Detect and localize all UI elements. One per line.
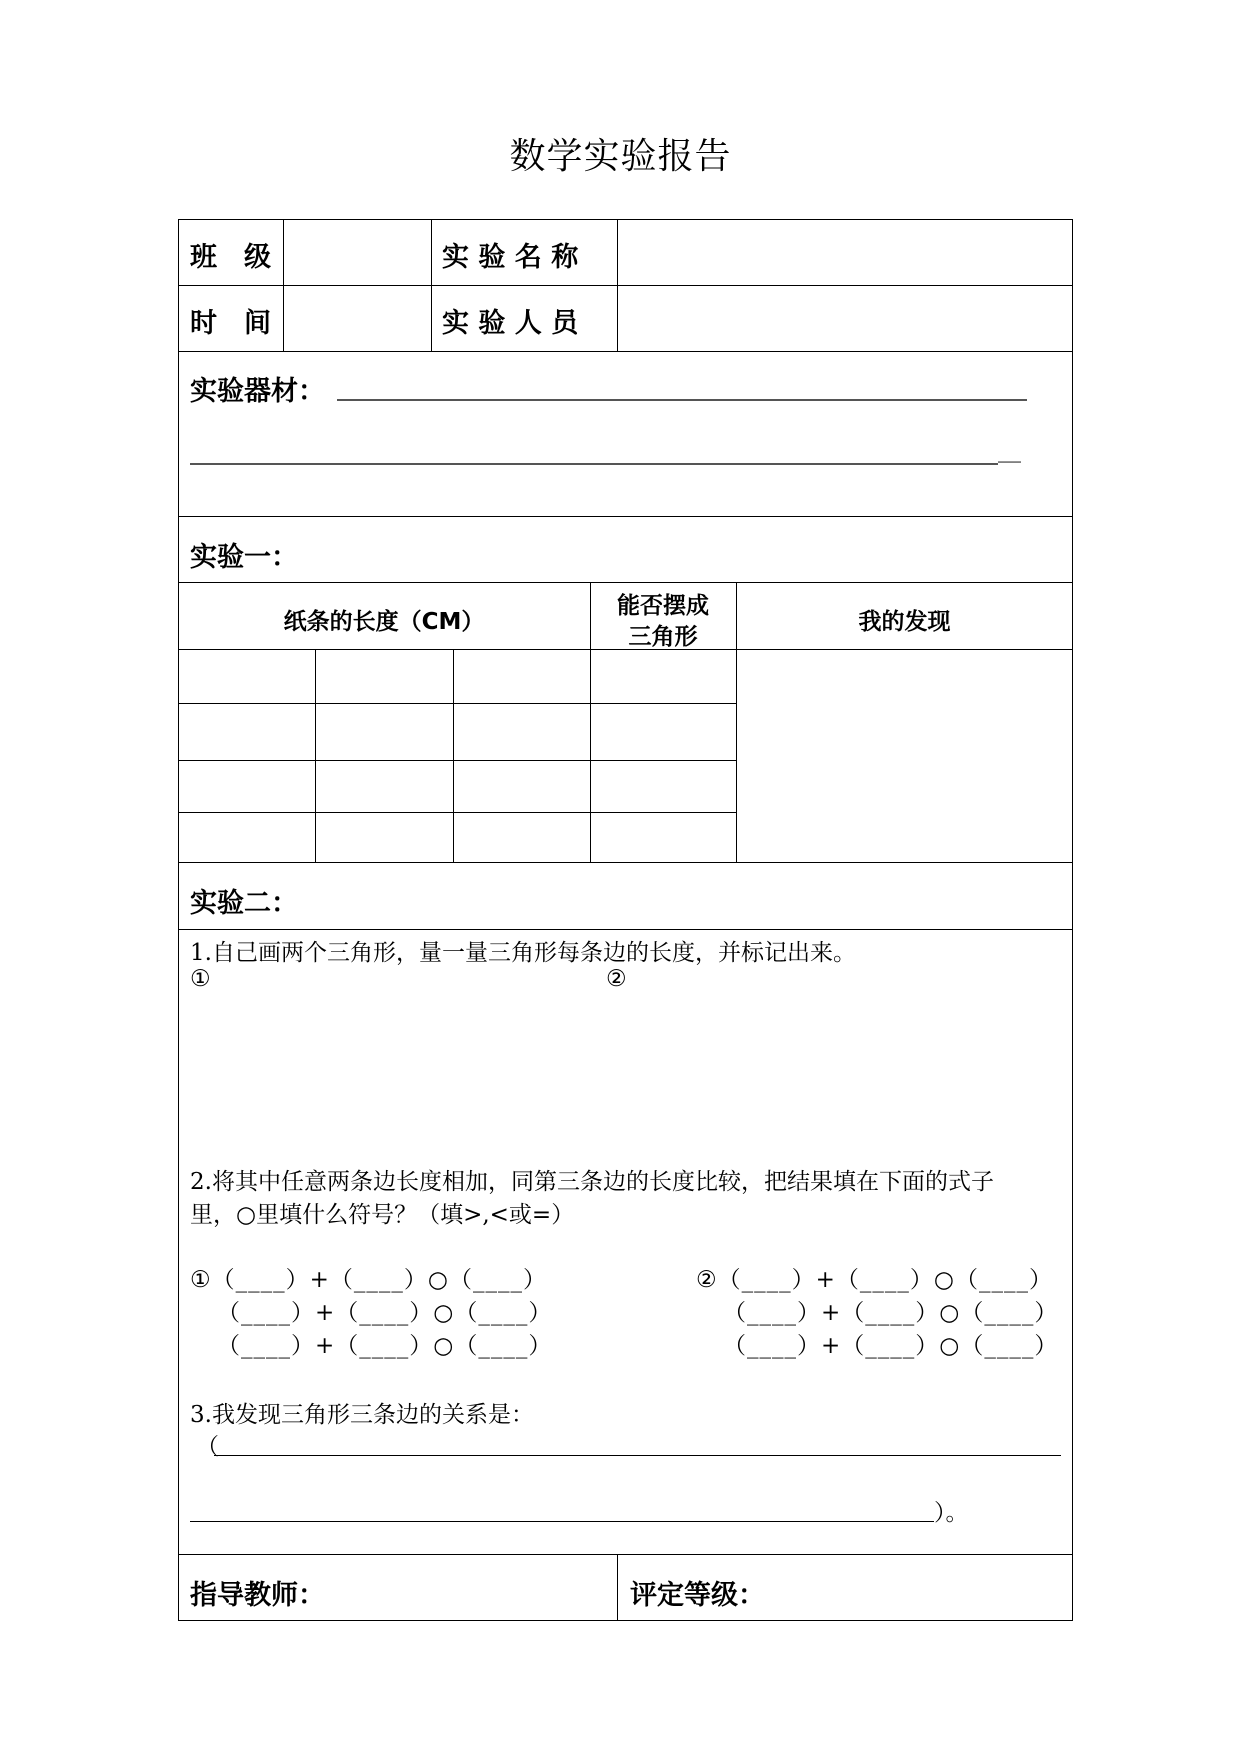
- equation-row: （____）+（____）○（____）: [723, 1300, 1059, 1326]
- experiment-person-label: 实 验 人 员: [442, 308, 579, 339]
- row-divider: [178, 929, 1073, 930]
- col-divider: [431, 219, 432, 351]
- materials-underline: [190, 463, 998, 465]
- equation-row: （____）+（____）○（____）: [723, 1333, 1059, 1359]
- row-divider: [178, 1554, 1073, 1555]
- equation-row: ②（____）+（____）○（____）: [696, 1267, 1053, 1293]
- my-finding-header: 我的发现: [858, 609, 951, 635]
- paper-length-header: 纸条的长度（CM）: [283, 609, 485, 635]
- question-1: 1.自己画两个三角形，量一量三角形每条边的长度，并标记出来。: [190, 940, 856, 966]
- triangle-2-marker: ②: [606, 966, 627, 992]
- row-divider: [178, 760, 736, 761]
- equation-row: （____）+（____）○（____）: [217, 1333, 553, 1359]
- question-3: 3.我发现三角形三条边的关系是：: [190, 1402, 534, 1428]
- teacher-label: 指导教师：: [190, 1580, 325, 1611]
- col-divider: [453, 649, 454, 862]
- question-2-line2: 里，○里填什么符号？（填>,<或=）: [190, 1202, 575, 1228]
- equation-row: ①（____）+（____）○（____）: [190, 1267, 547, 1293]
- experiment-name-label: 实 验 名 称: [442, 242, 579, 273]
- equation-row: （____）+（____）○（____）: [217, 1300, 553, 1326]
- col-divider: [315, 649, 316, 862]
- answer-underline: [214, 1455, 1061, 1456]
- col-divider: [617, 219, 618, 351]
- materials-underline: [337, 399, 1027, 401]
- row-divider: [178, 862, 1073, 863]
- experiment-one-label: 实验一：: [190, 542, 298, 573]
- row-divider: [178, 285, 1073, 286]
- col-divider: [617, 1554, 618, 1621]
- question-2-line1: 2.将其中任意两条边长度相加，同第三条边的长度比较，把结果填在下面的式子: [190, 1169, 994, 1195]
- class-label: 班 级: [190, 242, 271, 273]
- can-form-triangle-header-line1: 能否摆成: [617, 593, 709, 619]
- grade-label: 评定等级：: [630, 1580, 765, 1611]
- time-label: 时 间: [190, 308, 271, 339]
- col-divider: [283, 219, 284, 351]
- row-divider: [178, 582, 1073, 583]
- row-divider: [178, 812, 736, 813]
- materials-underline-tail: __: [998, 437, 1021, 463]
- row-divider: [178, 516, 1073, 517]
- materials-label: 实验器材：: [190, 376, 325, 407]
- can-form-triangle-header-line2: 三角形: [628, 624, 698, 650]
- question-3-open-paren: （: [196, 1434, 219, 1460]
- page-title: 数学实验报告: [509, 136, 732, 177]
- triangle-1-marker: ①: [190, 966, 211, 992]
- question-3-close-paren: ）。: [934, 1500, 969, 1526]
- row-divider: [178, 351, 1073, 352]
- answer-underline: [190, 1521, 934, 1522]
- row-divider: [178, 703, 736, 704]
- experiment-two-label: 实验二：: [190, 888, 298, 919]
